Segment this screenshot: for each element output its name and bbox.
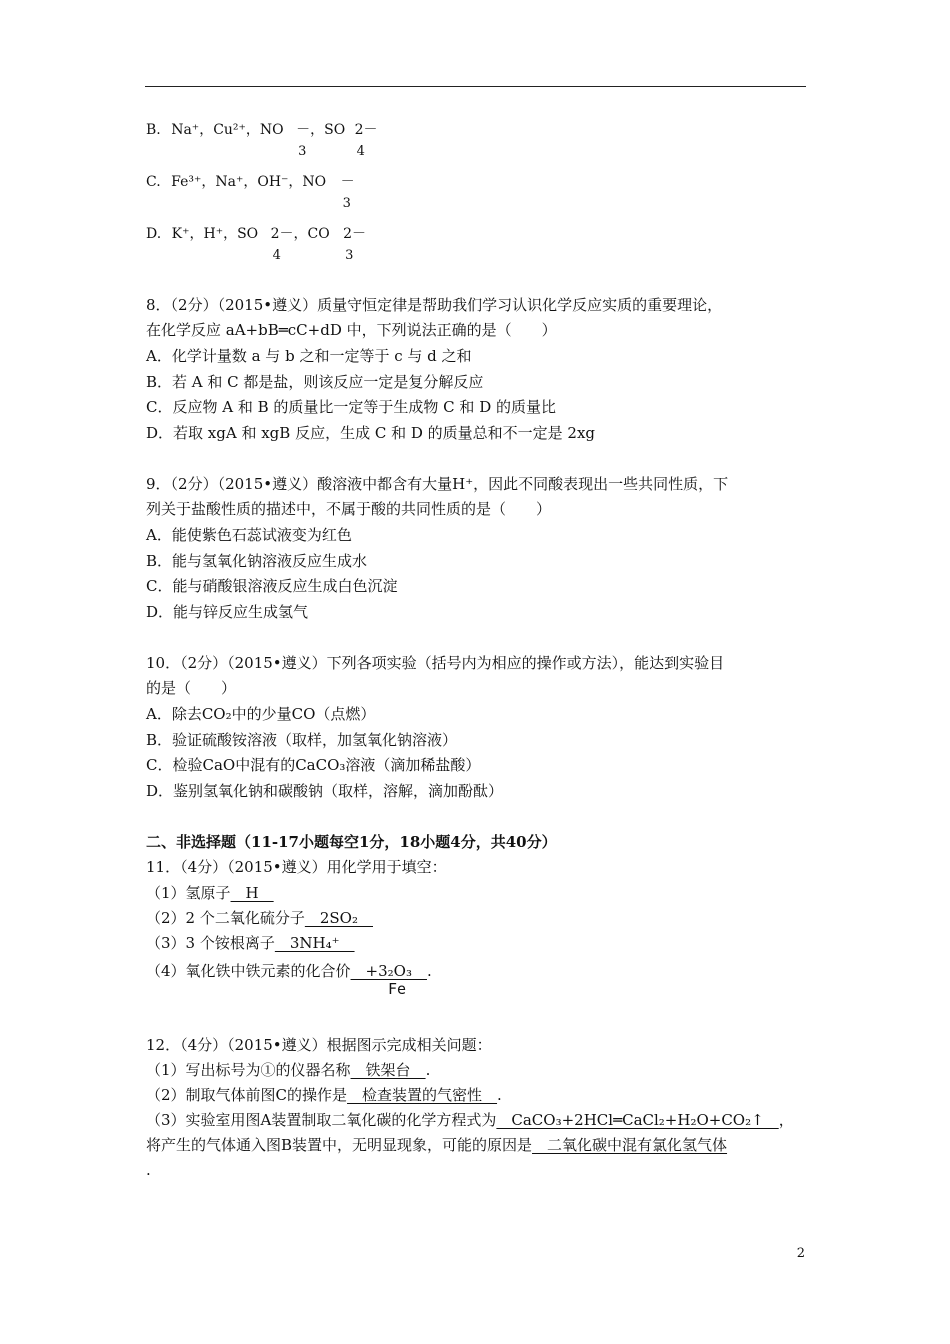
so4-charge: 2－ 4: [354, 122, 378, 159]
q11-answer2: 2SO₂: [304, 909, 373, 927]
q11-part4: （4）氧化铁中铁元素的化合价 +3₂O₃ .: [146, 962, 432, 980]
q12-answer3: CaCO₃+2HCl═CaCl₂+H₂O+CO₂↑: [496, 1111, 779, 1129]
q9-stem-line2: 列关于盐酸性质的描述中，不属于酸的共同性质的是（ ）: [146, 500, 552, 518]
q9-option-a: A．能使紫色石蕊试液变为红色: [146, 526, 352, 544]
q12-part3-line2: 将产生的气体通入图B装置中，无明显现象，可能的原因是 二氧化碳中混有氯化氢气体: [146, 1136, 728, 1154]
q8-option-a: A．化学计量数 a 与 b 之和一定等于 c 与 d 之和: [146, 347, 472, 365]
q12-part2: （2）制取气体前图C的操作是 检查装置的气密性 .: [146, 1086, 502, 1104]
q11-fe-symbol: Fe: [388, 980, 407, 998]
q8-option-d: D．若取 xgA 和 xgB 反应，生成 C 和 D 的质量总和不一定是 2xg: [146, 424, 596, 442]
q9-option-d: D．能与锌反应生成氢气: [146, 603, 309, 621]
q10-option-d: D．鉴别氢氧化钠和碳酸钠（取样，溶解，滴加酚酞）: [146, 782, 504, 800]
q8-option-b: B．若 A 和 C 都是盐，则该反应一定是复分解反应: [146, 373, 484, 391]
q11-part2: （2）2 个二氧化硫分子 2SO₂: [146, 909, 373, 927]
no3-charge: －，SO 3: [296, 122, 346, 159]
q12-stem: 12．（4分）（2015•遵义）根据图示完成相关问题：: [146, 1036, 492, 1054]
q8-option-c: C．反应物 A 和 B 的质量比一定等于生成物 C 和 D 的质量比: [146, 398, 556, 416]
q10-option-b: B．验证硫酸铵溶液（取样，加氢氧化钠溶液）: [146, 731, 458, 749]
no3-charge-c: － 3: [340, 174, 355, 211]
option-b-ions: B. Na⁺，Cu²⁺，NO －，SO 3 2－ 4: [146, 120, 385, 140]
q12-answer4: 二氧化碳中混有氯化氢气体: [532, 1136, 728, 1154]
q8-stem-line1: 8．（2分）（2015•遵义）质量守恒定律是帮助我们学习认识化学反应实质的重要理论，: [146, 296, 723, 314]
q11-answer3: 3NH₄⁺: [274, 934, 355, 952]
q11-part3: （3）3 个铵根离子 3NH₄⁺: [146, 934, 355, 952]
q11-part1: （1）氢原子 H: [146, 884, 274, 902]
page-number: 2: [796, 1246, 805, 1261]
q12-part3: （3）实验室用图A装置制取二氧化碳的化学方程式为 CaCO₃+2HCl═CaCl₂+H₂O+CO₂↑ ，: [146, 1111, 794, 1129]
so4-charge-d: 2－，CO 4: [270, 226, 330, 263]
section-heading: 二、非选择题（11-17小题每空1分，18小题4分，共40分）: [146, 833, 557, 851]
q10-stem-line1: 10．（2分）（2015•遵义）下列各项实验（括号内为相应的操作或方法），能达到实验目: [146, 654, 725, 672]
q11-stem: 11．（4分）（2015•遵义）用化学用于填空：: [146, 858, 447, 876]
option-c-ions: C. Fe³⁺，Na⁺，OH⁻，NO － 3: [146, 172, 367, 192]
q12-trailing-period: .: [146, 1161, 151, 1179]
q10-stem-line2: 的是（ ）: [146, 679, 237, 697]
q9-option-b: B．能与氢氧化钠溶液反应生成水: [146, 552, 368, 570]
q12-answer2: 检查装置的气密性: [347, 1086, 498, 1104]
q8-stem-line2: 在化学反应 aA+bB═cC+dD 中，下列说法正确的是（ ）: [146, 321, 557, 339]
q11-answer1: H: [230, 884, 274, 902]
q9-option-c: C．能与硝酸银溶液反应生成白色沉淀: [146, 577, 398, 595]
q9-stem-line1: 9．（2分）（2015•遵义）酸溶液中都含有大量H⁺，因此不同酸表现出一些共同性质，下: [146, 475, 729, 493]
q12-part1: （1）写出标号为①的仪器名称 铁架台 .: [146, 1061, 431, 1079]
q12-answer1: 铁架台: [350, 1061, 426, 1079]
co3-charge-d: 2－ 3: [343, 226, 366, 263]
option-d-ions: D. K⁺，H⁺，SO 2－，CO 4 2－ 3: [146, 224, 373, 244]
q10-option-a: A．除去CO₂中的少量CO（点燃）: [146, 705, 376, 723]
q11-answer4: +3₂O₃: [350, 962, 427, 980]
q10-option-c: C．检验CaO中混有的CaCO₃溶液（滴加稀盐酸）: [146, 756, 481, 774]
header-rule: [145, 86, 806, 87]
